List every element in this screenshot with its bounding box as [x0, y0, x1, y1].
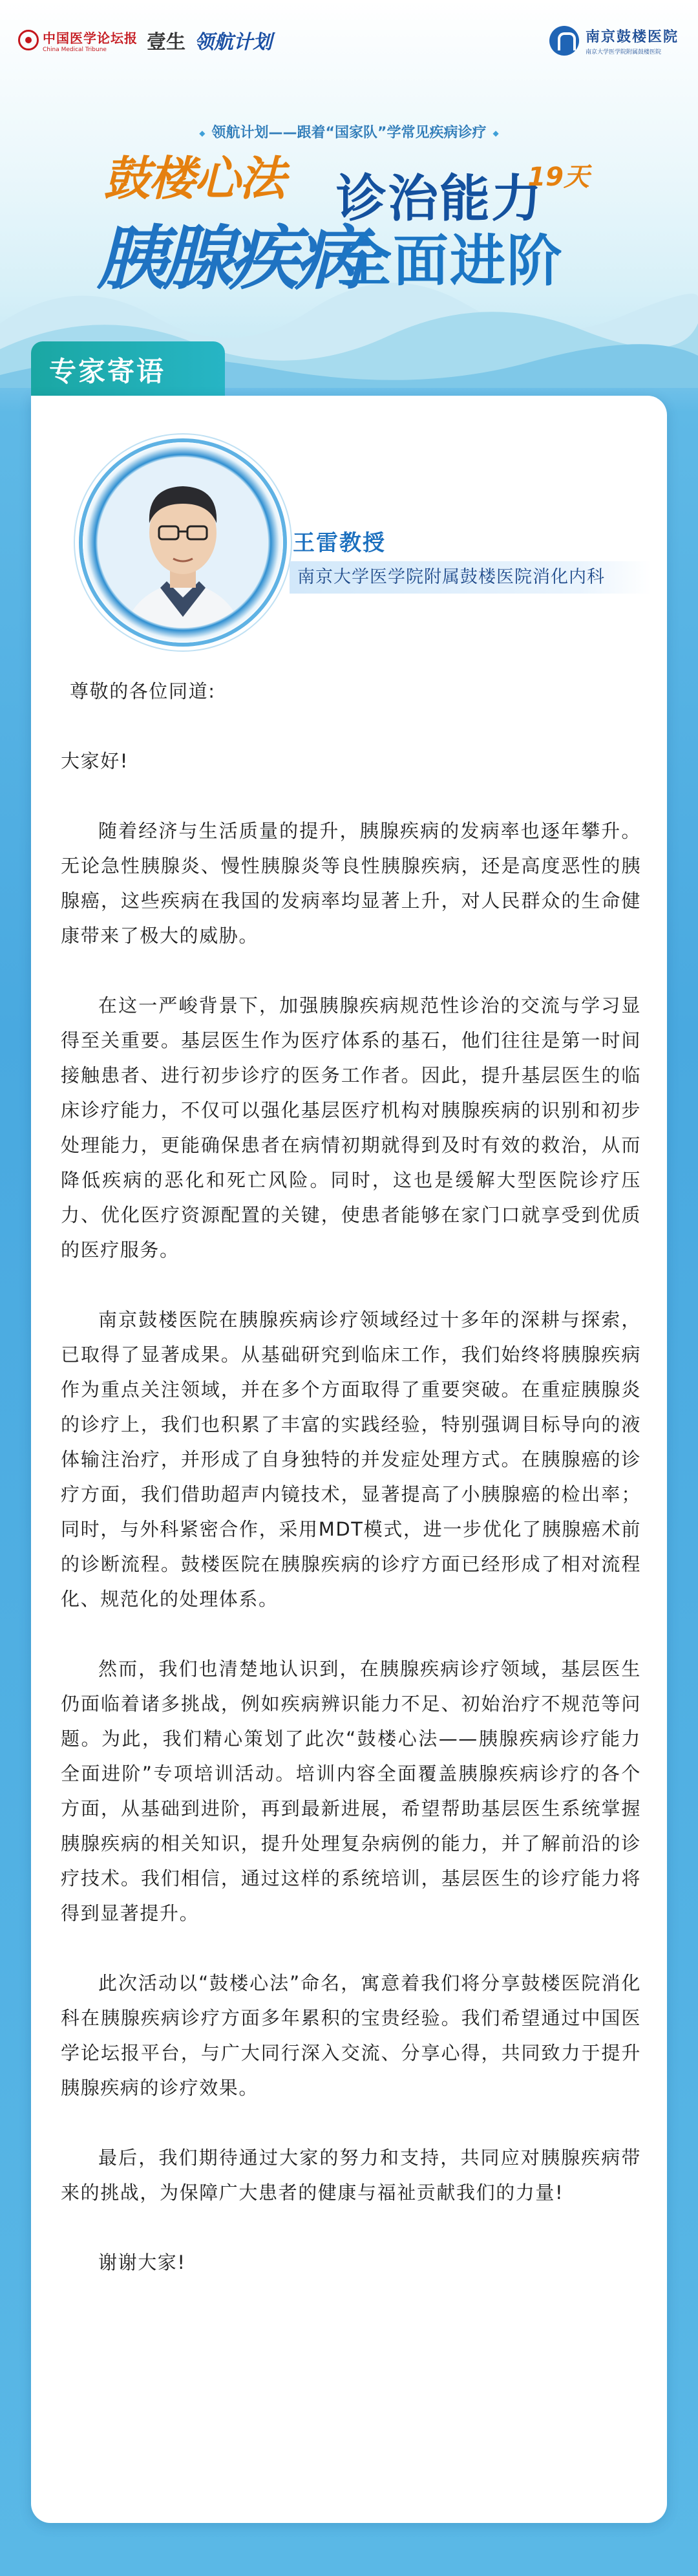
bold-title — [336, 162, 589, 294]
title-diagnosis-ability: 诊治能力 — [336, 170, 544, 228]
letter-paragraph: 最后，我们期待通过大家的努力和支持，共同应对胰腺疾病带来的挑战，为保障广大患者的健康与福祉贡献我们的力量! — [61, 2147, 641, 2204]
cmt-logo — [18, 28, 138, 53]
cmt-seal-icon — [18, 30, 39, 50]
letter-closing: 谢谢大家! — [98, 2251, 186, 2273]
expert-affiliation: 南京大学医学院附属鼓楼医院消化内科 — [290, 561, 651, 594]
yisheng-logo: 壹生 — [147, 31, 185, 54]
letter-paragraph: 然而，我们也清楚地认识到，在胰腺疾病诊疗领域，基层医生仍面临着诸多挑战，例如疾病辨识能力不足、初始治疗不规范等问题。为此，我们精心策划了此次“鼓楼心法——胰腺疾病诊疗能力全面进阶”专项培训活动。培训内容全面覆盖胰腺疾病诊疗的各个方面，从基础到进阶，再到最新进展，希望帮助基层医生系统掌握胰腺疾病的相关知识，提升处理复杂病例的能力，并了解前沿的诊疗技术。我们相信，通过这样的系统培训，基层医生的诊疗能力将得到显著提升。 — [61, 1658, 641, 1924]
hospital-name: 南京鼓楼医院 — [585, 29, 679, 45]
cmt-logo-sub: China Medical Tribune — [43, 46, 107, 53]
diamond-icon: ◆ — [492, 129, 499, 138]
linghang-logo: 领航计划 — [195, 31, 272, 54]
expert-avatar — [83, 442, 283, 643]
cmt-logo-text: 中国医学论坛报 — [43, 30, 138, 46]
letter-body — [61, 674, 641, 2280]
title-pancreas-disease: 胰腺疾病 — [97, 218, 361, 299]
letter-greeting: 大家好! — [61, 750, 129, 772]
diamond-icon: ◆ — [199, 129, 206, 138]
section-tab-label: 专家寄语 — [49, 356, 166, 387]
title-gulou-xinfa: 鼓楼心法 — [103, 151, 285, 206]
hospital-subname: 南京大学医学院附属鼓楼医院 — [585, 49, 661, 56]
banner-subtitle-text: 领航计划——跟着“国家队”学常见疾病诊疗 — [211, 125, 487, 141]
header-banner — [0, 0, 698, 388]
letter-card — [31, 396, 667, 2523]
hospital-logo — [549, 26, 679, 56]
banner-subtitle — [0, 122, 698, 142]
letter-paragraph: 南京鼓楼医院在胰腺疾病诊疗领域经过十多年的深耕与探索，已取得了显著成果。从基础研究到临床工作，我们始终将胰腺疾病作为重点关注领域，并在多个方面取得了重要突破。在重症胰腺炎的诊疗上，我们也积累了丰富的实践经验，特别强调目标导向的液体输注治疗，并形成了自身独特的并发症处理方式。在胰腺癌的诊疗方面，我们借助超声内镜技术，显著提高了小胰腺癌的检出率；同时，与外科紧密合作，采用MDT模式，进一步优化了胰腺癌术前的诊断流程。鼓楼医院在胰腺疾病的诊疗方面已经形成了相对流程化、规范化的处理体系。 — [61, 1309, 641, 1610]
letter-paragraph: 随着经济与生活质量的提升，胰腺疾病的发病率也逐年攀升。无论急性胰腺炎、慢性胰腺炎等良性胰腺疾病，还是高度恶性的胰腺癌，这些疾病在我国的发病率均显著上升，对人民群众的生命健康带来了极大的威胁。 — [61, 820, 641, 947]
letter-paragraph: 此次活动以“鼓楼心法”命名，寓意着我们将分享鼓楼医院消化科在胰腺疾病诊疗方面多年累积的宝贵经验。我们希望通过中国医学论坛报平台，与广大同行深入交流、分享心得，共同致力于提升胰腺疾病的诊疗效果。 — [61, 1972, 641, 2099]
title-full-advance: 全面进阶 — [336, 229, 564, 294]
letter-paragraph: 在这一严峻背景下，加强胰腺疾病规范性诊治的交流与学习显得至关重要。基层医生作为医疗体系的基石，他们往往是第一时间接触患者、进行初步诊疗的医务工作者。因此，提升基层医生的临床诊疗能力，不仅可以强化基层医疗机构对胰腺疾病的识别和初步处理能力，更能确保患者在病情初期就得到及时有效的救治，从而降低疾病的恶化和死亡风险。同时，这也是缓解大型医院诊疗压力、优化医疗资源配置的关键，使患者能够在家门口就享受到优质的医疗服务。 — [61, 994, 641, 1261]
calligraphy-title — [97, 141, 368, 303]
partner-logos — [18, 26, 272, 54]
expert-portrait-icon — [83, 442, 283, 643]
section-tab — [31, 341, 225, 400]
hospital-badge-icon — [549, 26, 579, 56]
letter-salutation: 尊敬的各位同道: — [70, 680, 216, 702]
expert-name: 王雷教授 — [293, 530, 386, 556]
title-days-badge: 19天 — [527, 162, 589, 192]
